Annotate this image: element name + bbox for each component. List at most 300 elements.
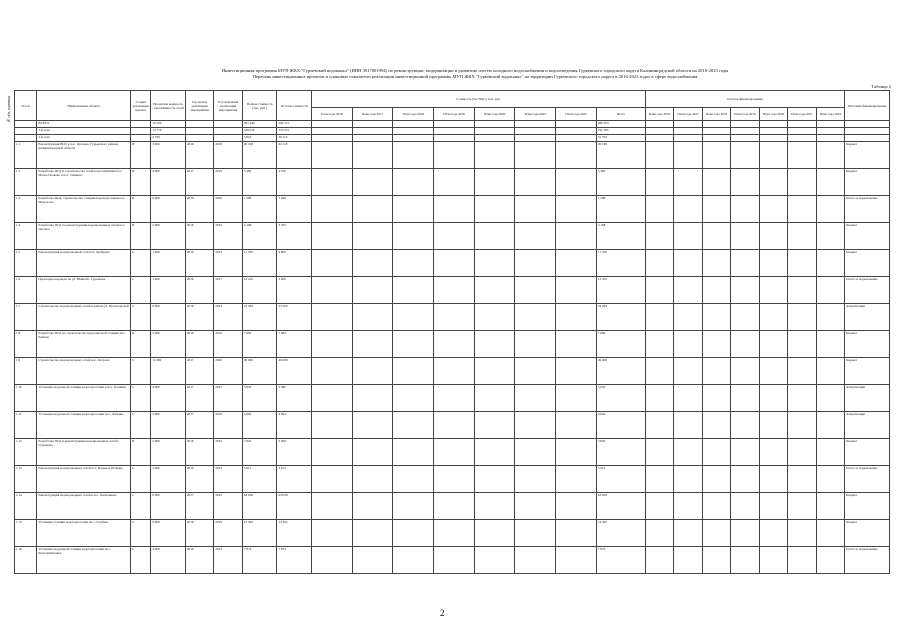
row-num: 1.12 bbox=[15, 439, 37, 466]
row-num: 1.13 bbox=[15, 466, 37, 493]
row-cost: 4 004 bbox=[242, 412, 277, 439]
row-left: 7 082 bbox=[277, 331, 312, 358]
row-name: Установка станции водоподготовки пос. Голубево bbox=[37, 520, 131, 547]
row-remain-cell bbox=[674, 277, 702, 304]
row-remain-cell bbox=[674, 358, 702, 385]
col-2022: План года 2022 bbox=[556, 108, 597, 121]
summary-empty bbox=[434, 135, 475, 142]
row-year-cell bbox=[515, 304, 556, 331]
row-remain-cell bbox=[702, 196, 730, 223]
row-capacity: 8 000 bbox=[151, 304, 186, 331]
summary-empty bbox=[130, 121, 150, 128]
row-stage: С bbox=[130, 250, 150, 277]
row-num: 1.7 bbox=[15, 304, 37, 331]
col-rem-2017: План года 2017 bbox=[674, 108, 702, 121]
row-remain-cell bbox=[645, 277, 673, 304]
summary-empty bbox=[645, 121, 673, 128]
row-year-cell bbox=[474, 439, 515, 466]
row-left: 9 800 bbox=[277, 250, 312, 277]
row-year-cell bbox=[556, 439, 597, 466]
row-start: 2016 bbox=[185, 439, 213, 466]
row-remain-cell bbox=[816, 412, 845, 439]
col-rem-2019: План года 2019 bbox=[731, 108, 759, 121]
row-year-cell bbox=[393, 358, 434, 385]
col-2020: План года 2020 bbox=[474, 108, 515, 121]
row-source: Амортизация bbox=[845, 304, 890, 331]
row-year-cell bbox=[515, 277, 556, 304]
row-remain-cell bbox=[702, 304, 730, 331]
row-remain-cell bbox=[788, 142, 816, 169]
row-year-cell bbox=[352, 493, 393, 520]
col-rem-2020: План года 2020 bbox=[759, 108, 787, 121]
row-left: 4 004 bbox=[277, 412, 312, 439]
row-start: 2017 bbox=[185, 358, 213, 385]
row-year-cell bbox=[312, 277, 353, 304]
row-end: 2023 bbox=[214, 466, 242, 493]
row-remain-cell bbox=[788, 493, 816, 520]
row-start: 2016 bbox=[185, 520, 213, 547]
col-rem-2022: План года 2022 bbox=[816, 108, 845, 121]
row-remain-cell bbox=[731, 223, 759, 250]
table-row bbox=[15, 466, 890, 493]
page-number: 2 bbox=[440, 608, 445, 618]
row-left: 3 700 bbox=[277, 223, 312, 250]
summary-empty bbox=[185, 135, 213, 142]
row-end: 2018 bbox=[214, 412, 242, 439]
row-name: Реконструкция водопроводных сетей пос. Большое Исаково bbox=[37, 466, 131, 493]
row-year-cell bbox=[515, 466, 556, 493]
row-year-cell bbox=[556, 547, 597, 574]
summary-empty bbox=[185, 128, 213, 135]
table-row bbox=[15, 250, 890, 277]
summary-empty bbox=[674, 128, 702, 135]
summary-empty bbox=[731, 135, 759, 142]
col-rem-2021: План года 2021 bbox=[788, 108, 816, 121]
row-remain-cell bbox=[788, 439, 816, 466]
row-capacity: 8 000 bbox=[151, 493, 186, 520]
row-stage: П bbox=[130, 439, 150, 466]
row-year-cell bbox=[434, 142, 475, 169]
header-line-2: Перечень инвестиционных проектов и плановые показатели реализации инвестиционной программы МУП ЖКХ "Гурьевский водоканал" на территории Гурьевского городского округа в 2016-2023 годах в сфере водоснабжения bbox=[252, 74, 698, 79]
summary-label: 1-й этап bbox=[37, 128, 131, 135]
row-year-cell bbox=[312, 358, 353, 385]
row-remain-cell bbox=[759, 169, 787, 196]
row-end: 2016 bbox=[214, 331, 242, 358]
col-remain-group: Остаток финансирования bbox=[645, 91, 844, 108]
row-year-cell bbox=[515, 520, 556, 547]
table-row bbox=[15, 331, 890, 358]
row-name: Установка модульной станции водоподготовки в пос. Родники bbox=[37, 385, 131, 412]
col-2016: План года 2016 bbox=[312, 108, 353, 121]
row-remain-cell bbox=[702, 142, 730, 169]
row-num: 1.14 bbox=[15, 493, 37, 520]
row-remain-cell bbox=[816, 466, 845, 493]
row-year-cell bbox=[515, 223, 556, 250]
col-2017: План года 2017 bbox=[352, 108, 393, 121]
row-name: Строительство водопроводных сетей в районе ул. Пролетарской bbox=[37, 304, 131, 331]
row-stage: П bbox=[130, 223, 150, 250]
row-year-cell bbox=[474, 277, 515, 304]
row-remain-cell bbox=[816, 547, 845, 574]
row-remain-cell bbox=[759, 520, 787, 547]
row-source: Бюджет bbox=[845, 439, 890, 466]
row-total: 5 482 bbox=[596, 169, 645, 196]
row-remain-cell bbox=[674, 439, 702, 466]
row-year-cell bbox=[434, 169, 475, 196]
row-end: 2022 bbox=[214, 493, 242, 520]
row-year-cell bbox=[556, 358, 597, 385]
row-year-cell bbox=[515, 493, 556, 520]
row-year-cell bbox=[556, 169, 597, 196]
row-stage: С bbox=[130, 358, 150, 385]
row-capacity: 11 000 bbox=[151, 358, 186, 385]
summary-value: 286 303 bbox=[596, 121, 645, 128]
col-end: Год окончания реализации мероприятия bbox=[214, 91, 242, 121]
row-remain-cell bbox=[759, 385, 787, 412]
row-cost: 5 650 bbox=[242, 385, 277, 412]
row-year-cell bbox=[556, 277, 597, 304]
row-capacity: 2 000 bbox=[151, 466, 186, 493]
row-remain-cell bbox=[816, 493, 845, 520]
row-stage: П bbox=[130, 142, 150, 169]
row-year-cell bbox=[352, 385, 393, 412]
row-year-cell bbox=[312, 196, 353, 223]
row-remain-cell bbox=[674, 196, 702, 223]
row-left: 5 380 bbox=[277, 385, 312, 412]
row-remain-cell bbox=[759, 493, 787, 520]
row-year-cell bbox=[474, 331, 515, 358]
row-name: Реконструкция ВОС в пос. Орловка, Гурьевского района, Калининградской области bbox=[37, 142, 131, 169]
summary-empty bbox=[515, 128, 556, 135]
row-end: 2023 bbox=[214, 304, 242, 331]
row-year-cell bbox=[312, 412, 353, 439]
row-end: 2019 bbox=[214, 520, 242, 547]
row-year-cell bbox=[312, 169, 353, 196]
row-cost: 11 706 bbox=[242, 250, 277, 277]
row-remain-cell bbox=[731, 412, 759, 439]
row-cost: 49 000 bbox=[242, 358, 277, 385]
row-remain-cell bbox=[731, 250, 759, 277]
row-end: 2018 bbox=[214, 142, 242, 169]
col-2019: План года 2019 bbox=[434, 108, 475, 121]
row-year-cell bbox=[352, 520, 393, 547]
row-remain-cell bbox=[731, 358, 759, 385]
row-name: Реконструкция водопроводных сетей в пос. Васильково bbox=[37, 493, 131, 520]
summary-empty bbox=[474, 128, 515, 135]
row-cost: 5 822 bbox=[242, 439, 277, 466]
row-remain-cell bbox=[645, 169, 673, 196]
row-remain-cell bbox=[731, 385, 759, 412]
row-total: 4 004 bbox=[596, 412, 645, 439]
col-source: Источник финансирования bbox=[845, 91, 890, 121]
row-capacity: 9 000 bbox=[151, 520, 186, 547]
summary-value: 305 240 bbox=[242, 121, 277, 128]
row-remain-cell bbox=[702, 331, 730, 358]
row-end: 2017 bbox=[214, 277, 242, 304]
row-year-cell bbox=[393, 250, 434, 277]
row-total: 14 392 bbox=[596, 520, 645, 547]
row-year-cell bbox=[393, 439, 434, 466]
table-row bbox=[15, 439, 890, 466]
row-year-cell bbox=[312, 466, 353, 493]
row-year-cell bbox=[474, 358, 515, 385]
summary-rows bbox=[15, 121, 890, 142]
row-source: Бюджет bbox=[845, 250, 890, 277]
row-year-cell bbox=[312, 520, 353, 547]
col-rem-2016: План года 2016 bbox=[645, 108, 673, 121]
row-year-cell bbox=[556, 412, 597, 439]
summary-empty bbox=[702, 128, 730, 135]
row-remain-cell bbox=[788, 223, 816, 250]
row-start: 2016 bbox=[185, 250, 213, 277]
row-stage: С bbox=[130, 466, 150, 493]
row-left: 23 204 bbox=[277, 304, 312, 331]
row-end: 2019 bbox=[214, 169, 242, 196]
row-name: Разработка ПСД на строительство водоочистной станции пос. Рыбное bbox=[37, 331, 131, 358]
row-remain-cell bbox=[731, 304, 759, 331]
summary-value: 168 910 bbox=[242, 128, 277, 135]
row-year-cell bbox=[434, 493, 475, 520]
row-year-cell bbox=[352, 331, 393, 358]
row-year-cell bbox=[393, 412, 434, 439]
table-row bbox=[15, 142, 890, 169]
row-num: 1.9 bbox=[15, 358, 37, 385]
row-remain-cell bbox=[759, 304, 787, 331]
row-left: 22 118 bbox=[277, 142, 312, 169]
row-remain-cell bbox=[759, 466, 787, 493]
row-remain-cell bbox=[731, 169, 759, 196]
table-row bbox=[15, 412, 890, 439]
row-remain-cell bbox=[645, 493, 673, 520]
row-remain-cell bbox=[674, 466, 702, 493]
row-year-cell bbox=[312, 250, 353, 277]
row-remain-cell bbox=[645, 385, 673, 412]
row-remain-cell bbox=[788, 196, 816, 223]
row-remain-cell bbox=[674, 304, 702, 331]
row-remain-cell bbox=[674, 385, 702, 412]
row-year-cell bbox=[556, 142, 597, 169]
investment-table bbox=[14, 90, 890, 574]
row-year-cell bbox=[352, 466, 393, 493]
row-remain-cell bbox=[788, 520, 816, 547]
row-year-cell bbox=[393, 331, 434, 358]
row-year-cell bbox=[393, 196, 434, 223]
row-remain-cell bbox=[816, 169, 845, 196]
summary-empty bbox=[352, 135, 393, 142]
row-remain-cell bbox=[702, 412, 730, 439]
row-remain-cell bbox=[759, 358, 787, 385]
row-remain-cell bbox=[731, 142, 759, 169]
row-remain-cell bbox=[788, 385, 816, 412]
row-year-cell bbox=[393, 520, 434, 547]
row-cost: 1 298 bbox=[242, 196, 277, 223]
summary-value: 2 330 bbox=[151, 135, 186, 142]
summary-empty bbox=[312, 121, 353, 128]
row-year-cell bbox=[515, 250, 556, 277]
row-remain-cell bbox=[788, 304, 816, 331]
row-year-cell bbox=[474, 223, 515, 250]
row-left: 7 874 bbox=[277, 547, 312, 574]
summary-label: 2-й этап bbox=[37, 135, 131, 142]
row-remain-cell bbox=[816, 223, 845, 250]
row-year-cell bbox=[474, 196, 515, 223]
row-start: 2017 bbox=[185, 385, 213, 412]
row-num: 1.10 bbox=[15, 385, 37, 412]
summary-empty bbox=[515, 121, 556, 128]
row-cost: 26 198 bbox=[242, 142, 277, 169]
row-start: 2016 bbox=[185, 223, 213, 250]
row-remain-cell bbox=[759, 196, 787, 223]
row-remain-cell bbox=[759, 142, 787, 169]
row-year-cell bbox=[556, 331, 597, 358]
row-year-cell bbox=[434, 304, 475, 331]
row-remain-cell bbox=[645, 142, 673, 169]
row-stage: П bbox=[130, 169, 150, 196]
row-year-cell bbox=[393, 547, 434, 574]
row-source: Бюджет bbox=[845, 142, 890, 169]
row-stage: С bbox=[130, 412, 150, 439]
summary-empty bbox=[759, 135, 787, 142]
row-year-cell bbox=[312, 331, 353, 358]
row-year-cell bbox=[474, 466, 515, 493]
summary-empty bbox=[759, 121, 787, 128]
summary-empty bbox=[788, 135, 816, 142]
row-cost: 4 168 bbox=[242, 223, 277, 250]
row-source: Бюджет bbox=[845, 223, 890, 250]
project-rows bbox=[15, 142, 890, 574]
row-stage: С bbox=[130, 520, 150, 547]
row-remain-cell bbox=[788, 331, 816, 358]
row-left: 46 008 bbox=[277, 358, 312, 385]
row-year-cell bbox=[556, 196, 597, 223]
row-remain-cell bbox=[816, 304, 845, 331]
row-year-cell bbox=[393, 142, 434, 169]
row-remain-cell bbox=[788, 250, 816, 277]
row-year-cell bbox=[352, 196, 393, 223]
row-capacity: 1 400 bbox=[151, 250, 186, 277]
row-remain-cell bbox=[702, 169, 730, 196]
row-year-cell bbox=[393, 169, 434, 196]
row-total: 49 000 bbox=[596, 358, 645, 385]
summary-empty bbox=[816, 128, 845, 135]
row-year-cell bbox=[474, 412, 515, 439]
row-year-cell bbox=[393, 493, 434, 520]
summary-empty bbox=[702, 135, 730, 142]
row-source: Бюджет bbox=[845, 331, 890, 358]
summary-empty bbox=[130, 128, 150, 135]
row-year-cell bbox=[352, 223, 393, 250]
row-year-cell bbox=[393, 277, 434, 304]
row-left: 1 298 bbox=[277, 196, 312, 223]
row-source: Бюджет bbox=[845, 520, 890, 547]
summary-empty bbox=[15, 128, 37, 135]
row-total: 26 198 bbox=[596, 142, 645, 169]
row-cost: 7 082 bbox=[242, 331, 277, 358]
row-remain-cell bbox=[816, 250, 845, 277]
row-year-cell bbox=[352, 439, 393, 466]
row-year-cell bbox=[352, 358, 393, 385]
row-cost: 3 912 bbox=[242, 466, 277, 493]
row-num: 1.15 bbox=[15, 520, 37, 547]
row-end: 2020 bbox=[214, 358, 242, 385]
row-year-cell bbox=[434, 358, 475, 385]
row-remain-cell bbox=[731, 493, 759, 520]
row-remain-cell bbox=[645, 439, 673, 466]
row-year-cell bbox=[474, 142, 515, 169]
row-stage: П bbox=[130, 331, 150, 358]
row-source: Амортизация bbox=[845, 412, 890, 439]
row-end: 2023 bbox=[214, 547, 242, 574]
summary-label: ВСЕГО bbox=[37, 121, 131, 128]
row-year-cell bbox=[352, 304, 393, 331]
row-remain-cell bbox=[759, 547, 787, 574]
row-year-cell bbox=[474, 493, 515, 520]
col-cost-total: Полная стоимость (тыс. руб.) bbox=[242, 91, 277, 121]
summary-value: 211 503 bbox=[596, 128, 645, 135]
summary-empty bbox=[645, 128, 673, 135]
summary-empty bbox=[15, 121, 37, 128]
table-row bbox=[15, 196, 890, 223]
col-name: Наименование объекта bbox=[37, 91, 131, 121]
header-line-1: Инвестиционная программа МУП ЖКХ "Гурьевский водоканал" (ИНН 3917001994) по реконструкции, модернизации и развитию систем холодного водоснабжения и водоотведения Гурьевского городского округа Калининградской области на 2016-2023 годы bbox=[221, 68, 729, 73]
col-2018: План года 2018 bbox=[393, 108, 434, 121]
summary-empty bbox=[214, 121, 242, 128]
row-start: 2018 bbox=[185, 196, 213, 223]
row-source: Бюджет bbox=[845, 493, 890, 520]
row-start: 2016 bbox=[185, 142, 213, 169]
summary-empty bbox=[434, 121, 475, 128]
summary-empty bbox=[556, 128, 597, 135]
row-remain-cell bbox=[645, 304, 673, 331]
row-remain-cell bbox=[645, 196, 673, 223]
row-total: 23 204 bbox=[596, 304, 645, 331]
row-remain-cell bbox=[645, 412, 673, 439]
row-remain-cell bbox=[645, 520, 673, 547]
row-capacity: 6 000 bbox=[151, 196, 186, 223]
row-year-cell bbox=[352, 250, 393, 277]
row-remain-cell bbox=[731, 196, 759, 223]
row-remain-cell bbox=[674, 169, 702, 196]
row-remain-cell bbox=[702, 493, 730, 520]
table-row bbox=[15, 547, 890, 574]
row-num: 1.5 bbox=[15, 250, 37, 277]
row-year-cell bbox=[352, 169, 393, 196]
table-row bbox=[15, 223, 890, 250]
row-cost: 7 874 bbox=[242, 547, 277, 574]
side-label: № п/п, единица bbox=[6, 96, 11, 124]
row-end: 2020 bbox=[214, 196, 242, 223]
row-capacity: 2 000 bbox=[151, 439, 186, 466]
row-name: Установка модульной станции водоподготовки пос. Добрино bbox=[37, 412, 131, 439]
row-end: 2022 bbox=[214, 223, 242, 250]
summary-empty bbox=[352, 121, 393, 128]
row-left: 3 200 bbox=[277, 277, 312, 304]
row-remain-cell bbox=[788, 547, 816, 574]
row-remain-cell bbox=[788, 277, 816, 304]
table-row bbox=[15, 520, 890, 547]
row-stage: С bbox=[130, 304, 150, 331]
summary-empty bbox=[393, 135, 434, 142]
summary-empty bbox=[214, 128, 242, 135]
table-number: Таблица 2 bbox=[871, 84, 891, 89]
row-start: 2016 bbox=[185, 466, 213, 493]
row-cost: 63 058 bbox=[242, 493, 277, 520]
row-year-cell bbox=[434, 196, 475, 223]
row-remain-cell bbox=[702, 520, 730, 547]
summary-value: 174 551 bbox=[277, 128, 312, 135]
row-total: 12 476 bbox=[596, 277, 645, 304]
table-row bbox=[15, 277, 890, 304]
